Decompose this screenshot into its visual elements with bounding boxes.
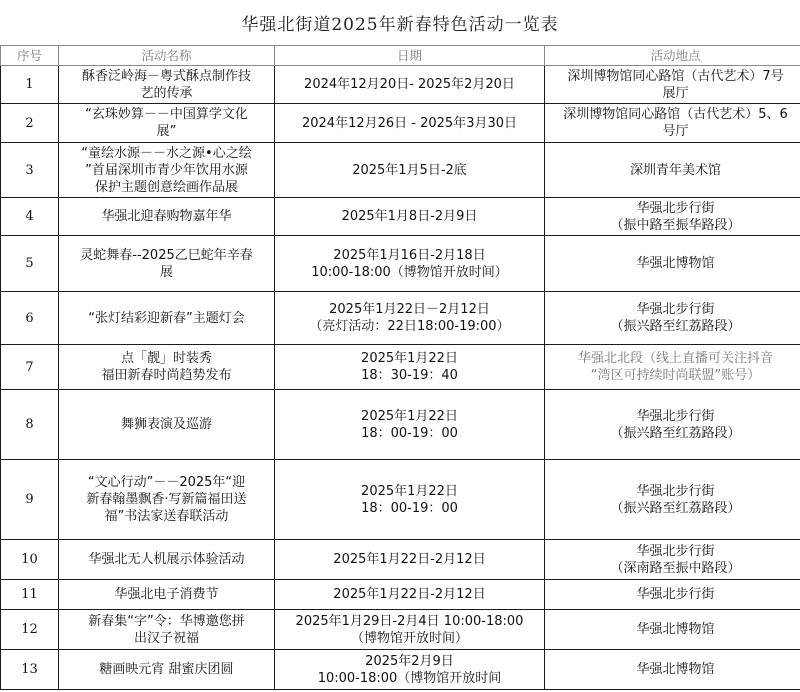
location-cell xyxy=(545,198,800,236)
table-row xyxy=(1,540,800,580)
activity-table xyxy=(0,45,800,690)
row-number-cell: 10 xyxy=(1,540,59,580)
row-number-cell: 13 xyxy=(1,650,59,690)
row-number-cell: 4 xyxy=(1,198,59,236)
activity-name-cell-line: “文心行动”－－2025年“迎 xyxy=(87,475,246,490)
location-cell xyxy=(545,650,800,690)
row-number-cell: 3 xyxy=(1,143,59,198)
date-cell-line: （亮灯活动：22日18:00-19:00） xyxy=(309,319,510,334)
date-cell-line: 2025年1月22日-2月12日 xyxy=(333,552,486,567)
location-cell-line: 华强北步行街 xyxy=(636,200,715,216)
date-cell xyxy=(275,460,545,540)
location-cell xyxy=(545,610,800,650)
table-row xyxy=(1,236,800,292)
date-cell xyxy=(275,66,545,104)
activity-name-cell-line: 糖画映元宵 甜蜜庆团圆 xyxy=(99,662,234,677)
activity-name-cell-line: 出汉子祝福 xyxy=(133,630,199,646)
date-cell-line: 2024年12月26日 - 2025年3月30日 xyxy=(301,115,518,131)
table-row xyxy=(1,104,800,143)
location-cell-line: 号厅 xyxy=(662,124,689,139)
activity-name-cell-line: 艺的传承 xyxy=(140,85,193,101)
table-row xyxy=(1,198,800,236)
location-cell-line: 深圳博物馆同心路馆（古代艺术）7号 xyxy=(567,68,784,84)
date-cell-line: 10:00-18:00（博物馆开放时间） xyxy=(311,264,508,280)
date-cell-line: 2025年1月16日-2月18日 xyxy=(333,247,486,263)
date-cell xyxy=(275,540,545,580)
activity-name-cell-line: 福”书法家送春联活动 xyxy=(104,509,229,524)
date-cell-line: 2025年1月22日－2月12日 xyxy=(329,302,490,317)
header-location: 活动地点 xyxy=(545,46,800,66)
activity-name-cell xyxy=(59,580,275,610)
location-cell-line: 深圳博物馆同心路馆（古代艺术）5、6 xyxy=(563,107,788,122)
location-cell xyxy=(545,292,800,345)
activity-name-cell-line: 酥香泛岭海－粤式酥点制作技 xyxy=(81,68,251,84)
date-cell-line: 2024年12月20日- 2025年2月20日 xyxy=(304,77,515,92)
activity-name-cell-line: 灵蛇舞春--2025乙巳蛇年辛春 xyxy=(80,247,253,263)
activity-name-cell xyxy=(59,345,275,390)
date-cell xyxy=(275,610,545,650)
location-cell-line: （深南路至振中路段） xyxy=(610,560,741,576)
activity-name-cell xyxy=(59,540,275,580)
activity-name-cell-line: 保护主题创意绘画作品展 xyxy=(94,179,238,195)
date-cell xyxy=(275,104,545,143)
location-cell-line: 华强北北段（线上直播可关注抖音 xyxy=(577,351,773,366)
activity-name-cell-line: 新春翰墨飘香·写新篇福田送 xyxy=(86,492,247,507)
table-row xyxy=(1,143,800,198)
location-cell-line: 华强北步行街 xyxy=(636,483,715,499)
table-row xyxy=(1,580,800,610)
location-cell xyxy=(545,104,800,143)
date-cell-line: 2025年1月22日 xyxy=(361,483,458,499)
header-row xyxy=(1,46,800,66)
activity-name-cell xyxy=(59,292,275,345)
date-cell-line: 2025年1月5日-2底 xyxy=(352,162,467,178)
header-no: 序号 xyxy=(1,46,59,66)
location-cell xyxy=(545,66,800,104)
table-row xyxy=(1,292,800,345)
date-cell-line: 10:00-18:00（博物馆开放时间 xyxy=(317,670,502,686)
activity-name-cell xyxy=(59,236,275,292)
location-cell-line: 华强北步行街 xyxy=(636,587,715,602)
row-number-cell: 7 xyxy=(1,345,59,390)
activity-name-cell-line: 华强北电子消费节 xyxy=(114,587,219,602)
location-cell-line: 华强北步行街 xyxy=(636,302,715,317)
date-cell-line: 2025年2月9日 xyxy=(365,653,454,669)
row-number-cell: 2 xyxy=(1,104,59,143)
date-cell xyxy=(275,292,545,345)
date-cell-line: （博物馆开放时间） xyxy=(350,630,468,646)
activity-name-cell-line: “童绘水源－－水之源•心之绘 xyxy=(81,145,252,161)
date-cell-line: 2025年1月29日-2月4日 10:00-18:00 xyxy=(295,613,524,629)
activity-name-cell-line: 华强北迎春购物嘉年华 xyxy=(101,209,232,224)
row-number-cell: 9 xyxy=(1,460,59,540)
header-name: 活动名称 xyxy=(59,46,275,66)
location-cell-line: 展厅 xyxy=(662,85,689,101)
location-cell-line: （振兴路至红荔路段） xyxy=(610,319,741,334)
row-number-cell: 6 xyxy=(1,292,59,345)
table-row xyxy=(1,345,800,390)
activity-name-cell-line: 舞狮表演及巡游 xyxy=(120,417,212,432)
activity-name-cell-line: 展” xyxy=(156,124,177,139)
date-cell xyxy=(275,580,545,610)
location-cell-line: （振兴路至红荔路段） xyxy=(610,425,741,441)
activity-name-cell xyxy=(59,650,275,690)
date-cell xyxy=(275,650,545,690)
activity-name-cell-line: 福田新春时尚趋势发布 xyxy=(101,368,232,383)
row-number-cell: 11 xyxy=(1,580,59,610)
date-cell-line: 18：30-19：40 xyxy=(361,368,458,383)
activity-name-cell-line: 新春集“字”令：华博邀您拼 xyxy=(88,613,245,629)
table-row xyxy=(1,610,800,650)
date-cell-line: 18：00-19：00 xyxy=(361,500,458,516)
activity-name-cell-line: ”首届深圳市青少年饮用水源 xyxy=(85,162,248,178)
table-title: 华强北街道2025年新春特色活动一览表 xyxy=(241,15,559,35)
location-cell-line: 华强北步行街 xyxy=(636,543,715,559)
location-cell xyxy=(545,345,800,390)
activity-name-cell-line: 展 xyxy=(159,264,173,280)
table-row xyxy=(1,390,800,460)
location-cell-line: （振中路至振华路段） xyxy=(610,217,741,233)
location-cell-line: 华强北步行街 xyxy=(636,408,715,424)
date-cell-line: 2025年1月22日-2月12日 xyxy=(333,587,486,602)
activity-name-cell-line: “张灯结彩迎新春”主题灯会 xyxy=(88,310,245,326)
activity-name-cell xyxy=(59,390,275,460)
location-cell-line: 华强北博物馆 xyxy=(636,256,715,271)
activity-name-cell-line: “玄珠妙算－－中国算学文化 xyxy=(85,107,248,122)
header-date: 日期 xyxy=(275,46,545,66)
activity-name-cell xyxy=(59,143,275,198)
activity-name-cell xyxy=(59,66,275,104)
table-row xyxy=(1,460,800,540)
table-row xyxy=(1,66,800,104)
location-cell-line: （振兴路至红荔路段） xyxy=(610,500,741,516)
location-cell xyxy=(545,540,800,580)
location-cell xyxy=(545,143,800,198)
date-cell-line: 2025年1月8日-2月9日 xyxy=(341,209,478,224)
activity-name-cell xyxy=(59,610,275,650)
date-cell xyxy=(275,345,545,390)
row-number-cell: 8 xyxy=(1,390,59,460)
location-cell xyxy=(545,460,800,540)
date-cell xyxy=(275,390,545,460)
location-cell xyxy=(545,236,800,292)
activity-name-cell xyxy=(59,460,275,540)
date-cell-line: 2025年1月22日 xyxy=(361,408,458,424)
location-cell-line: 华强北博物馆 xyxy=(636,622,715,637)
activity-name-cell xyxy=(59,198,275,236)
date-cell-line: 2025年1月22日 xyxy=(361,351,458,366)
activity-name-cell xyxy=(59,104,275,143)
date-cell xyxy=(275,143,545,198)
location-cell-line: “湾区可持续时尚联盟”账号） xyxy=(590,368,761,383)
date-cell xyxy=(275,236,545,292)
row-number-cell: 5 xyxy=(1,236,59,292)
date-cell-line: 18：00-19：00 xyxy=(361,425,458,441)
table-row xyxy=(1,650,800,690)
activity-name-cell-line: 点「靓」时装秀 xyxy=(120,351,212,366)
activity-name-cell-line: 华强北无人机展示体验活动 xyxy=(88,552,245,567)
date-cell xyxy=(275,198,545,236)
location-cell-line: 华强北博物馆 xyxy=(636,662,715,677)
row-number-cell: 1 xyxy=(1,66,59,104)
location-cell-line: 深圳青年美术馆 xyxy=(629,162,721,178)
location-cell xyxy=(545,580,800,610)
row-number-cell: 12 xyxy=(1,610,59,650)
location-cell xyxy=(545,390,800,460)
